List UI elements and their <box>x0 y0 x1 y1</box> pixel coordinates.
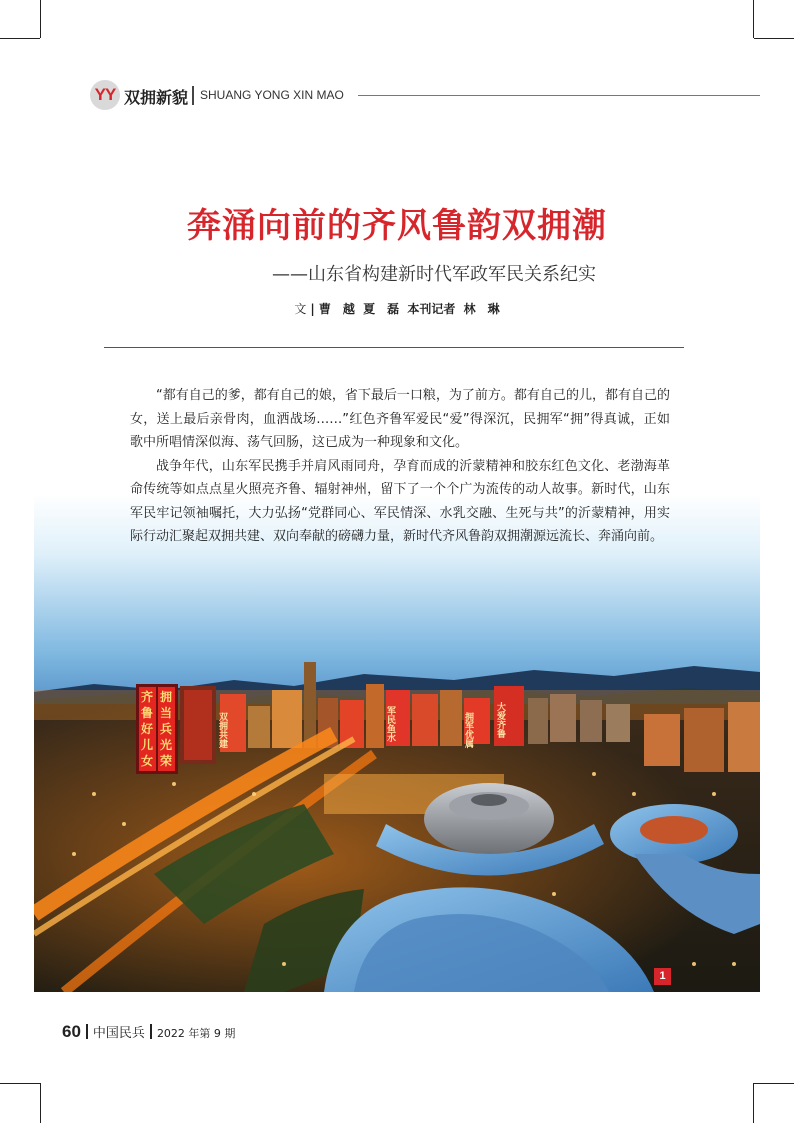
section-divider <box>192 86 194 105</box>
page-number: 60 <box>62 1022 81 1041</box>
header-rule <box>358 95 760 96</box>
article-title: 奔涌向前的齐风鲁韵双拥潮 <box>187 206 607 246</box>
byline-reporter-label: 本刊记者 <box>407 302 456 316</box>
crop-mark <box>754 38 794 39</box>
banner-char: 当 <box>160 706 173 720</box>
byline-separator: | <box>310 302 315 316</box>
banner-char: 鲁 <box>141 706 154 720</box>
byline-prefix: 文 <box>294 302 307 316</box>
building-banner-1: 双拥共建 <box>217 712 227 748</box>
crop-mark <box>754 1083 794 1084</box>
banner-char: 女 <box>141 754 154 768</box>
banner-char: 荣 <box>160 754 173 768</box>
building-banner-2: 军民鱼水 <box>385 706 395 742</box>
crop-mark <box>753 0 754 38</box>
banner-char: 光 <box>160 738 173 752</box>
banner-char: 齐 <box>141 690 154 704</box>
banner-char: 拥 <box>160 690 173 704</box>
byline-authors: 曹 越 夏 磊 <box>318 302 400 316</box>
crop-mark <box>0 1083 40 1084</box>
crop-mark <box>753 1083 754 1123</box>
magazine-name: 中国民兵 <box>92 1026 145 1041</box>
building-banner-3: 拥军优属 <box>463 712 473 748</box>
section-header <box>90 78 760 114</box>
title-rule <box>104 347 684 348</box>
article-subtitle: ——山东省构建新时代军政军民关系纪实 <box>272 264 596 285</box>
paragraph: 战争年代，山东军民携手并肩风雨同舟，孕育而成的沂蒙精神和胶东红色文化、老渤海革命传统等如点点星火照亮齐鲁、辐射神州，留下了一个个广为流传的动人故事。新时代，山东军民牢记领袖嘱托，大力弘扬“党群同心、军民情深、水乳交融、生死与共”的沂蒙精神，用实际行动汇聚起双拥共建、双向奉献的磅礴力量，新时代齐风鲁韵双拥潮源远流长、奔涌向前。 <box>130 458 670 544</box>
article-body <box>130 384 670 549</box>
city-night-photo <box>34 494 760 992</box>
crop-mark <box>40 0 41 38</box>
byline <box>0 300 794 317</box>
photo-number: 1 <box>654 968 671 985</box>
section-title-en: SHUANG YONG XIN MAO <box>200 88 344 102</box>
paragraph: “都有自己的爹，都有自己的娘，省下最后一口粮，为了前方。都有自己的儿，都有自己的女，送上最后亲骨肉，血洒战场……”红色齐鲁军爱民“爱”得深沉，民拥军“拥”得真诚，正如歌中所唱情深似海、荡气回肠，这已成为一种现象和文化。 <box>130 388 670 450</box>
page-footer <box>62 1022 235 1046</box>
footer-divider <box>86 1024 88 1039</box>
byline-reporter: 林 琳 <box>463 302 500 316</box>
section-title-cn: 双拥新貌 <box>124 88 189 107</box>
crop-mark <box>40 1083 41 1123</box>
banner-char: 好 <box>141 722 154 736</box>
section-badge: YY <box>90 80 120 110</box>
crop-mark <box>0 38 40 39</box>
banner-char: 儿 <box>141 738 154 752</box>
building-banner-4: 大爱齐鲁 <box>495 702 505 738</box>
footer-divider <box>150 1024 152 1039</box>
issue-label: 2022 年第 9 期 <box>156 1027 236 1040</box>
banner-char: 兵 <box>160 722 173 736</box>
